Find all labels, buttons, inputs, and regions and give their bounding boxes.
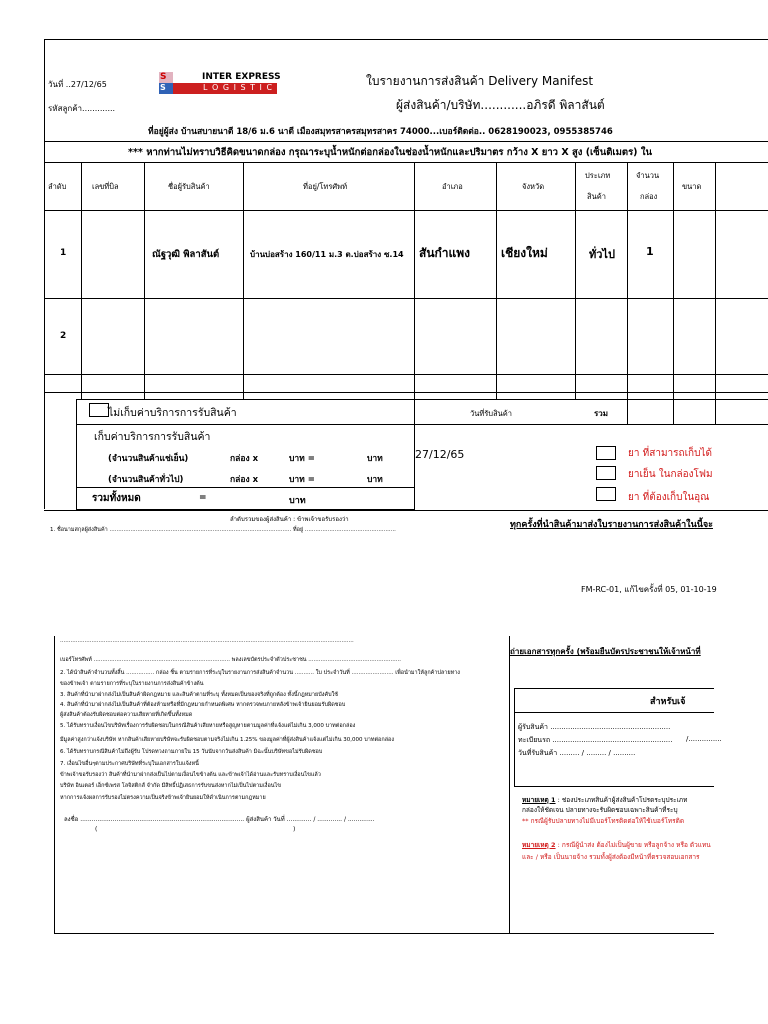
condition-line: มีมูลค่าสูงกว่าแจ้งบริษัท หากสินค้าเสียหายบริษัทจะรับผิดชอบตามจริงไม่เกิน 1.25% ของมูลค่าที่ผู้ส่งสินค้าแจ้งแต่ไม่เกิน 30,000 บาทต่อกล่อง: [60, 737, 395, 743]
page-title: ใบรายงานการส่งสินค้า Delivery Manifest: [366, 74, 594, 88]
condition-line: บริษัท อินเตอร์ เอ็กซ์เพรส โลจิสติกส์ จำกัด มีสิทธิ์ปฏิเสธการรับขนส่งหากไม่เป็นไปตามเงื่อนไข: [60, 783, 282, 789]
photocopy-note: ถ่ายเอกสารทุกครั้ง (พร้อมยืนบัตรประชาชนให้เจ้าหน้าที่: [510, 647, 701, 656]
col-header-qty-2: กล่อง: [640, 192, 658, 201]
box-x-label: กล่อง x: [230, 475, 259, 485]
condition-line: 5. ได้รับทราบเงื่อนไขบริษัทเรื่องการรับผิดชอบในกรณีสินค้าเสียหายหรือสูญหายตามมูลค่าที่แจ้งแต่ไม่เกิน 3,000 บาทต่อกล่อง: [60, 723, 356, 729]
condition-line: 2. ได้นำสินค้าจำนวนทั้งสิ้น ................ กล่อง ชิ้น ตามรายการที่ระบุในรายงานการส่งสินค้าจำนวน ........... ใบ ประจำวันที่ ........................ เพื่อนำมาให้ลูกค้าปลายทาง: [60, 670, 460, 676]
no-fee-checkbox[interactable]: [89, 403, 109, 417]
company-logo: S INTER EXPRESS S L O G I S T I C: [160, 72, 281, 92]
receive-date-field: วันที่รับสินค้า ......... / ......... / ..........: [518, 749, 636, 757]
condition-line: ผู้ส่งสินค้าต้องรับผิดชอบต่อความเสียหายที่เกิดขึ้นทั้งหมด: [60, 712, 193, 718]
col-header-size: ขนาด: [682, 182, 702, 191]
right-dots: /...............: [686, 735, 722, 743]
condition-line: ข้าพเจ้าขอรับรองว่า สินค้าที่นำมาฝากส่งเป็นไปตามเงื่อนไขข้างต้น และข้าพเจ้าได้อ่านและรับทราบเงื่อนไขแล้ว: [60, 772, 321, 778]
note-2: หมายเหตุ 2 : กรณีผู้นำส่ง ต้องไม่เป็นผู้ขาย หรือลูกจ้าง หรือ ตัวแทน: [522, 841, 711, 849]
col-header-qty: จำนวน: [636, 171, 660, 180]
col-header-type: ประเภท: [585, 171, 611, 180]
receiver-field: ผู้รับสินค้า ......................................................: [518, 723, 671, 731]
baht-label: บาท: [367, 475, 383, 485]
col-header-bill: เลขที่บิล: [92, 182, 119, 191]
row-district: สันกำแพง: [419, 246, 471, 260]
note-2-line-2: และ / หรือ เป็นนายจ้าง รวมทั้งผู้ส่งต้องมีหน้าที่ตรวจสอบเอกสาร: [522, 853, 700, 861]
baht-eq-label: บาท =: [289, 454, 315, 464]
sender-line: 1. ชื่อนามสกุลผู้ส่งสินค้า ........................................................................................................ ที่อยู่ ....................................................: [50, 527, 396, 533]
date-label: วันที่ ..27/12/65: [48, 80, 107, 89]
row-name: ณัฐวุฒิ พิลาสันต์: [152, 249, 220, 260]
plate-field: ทะเบียนรถ ......................................................: [518, 736, 673, 744]
baht-eq-label: บาท =: [289, 475, 315, 485]
fee-label: เก็บค่าบริการการรับสินค้า: [94, 431, 211, 443]
sender-address: ที่อยู่ผู้ส่ง บ้านสบายนาตี 18/6 ม.6 นาดี เมืองสมุทรสาครสมุทรสาคร 74000...เบอร์ติดต่อ.. 0628190023, 0955385746: [148, 127, 613, 137]
option-checkbox[interactable]: [596, 466, 616, 480]
condition-line: 6. ได้รับทราบกรณีสินค้าไม่ถึงผู้รับ โปรดทวงถามภายใน 15 วันนับจากวันส่งสินค้า มิฉะนั้นบริษัทขอไม่รับผิดชอบ: [60, 749, 323, 755]
row-no: 1: [60, 248, 67, 258]
cold-goods-label: (จำนวนสินค้าแช่เย็น): [108, 454, 189, 464]
condition-line: หากการแจ้งผลการรับรองไม่ตรงความเป็นจริงข้าพเจ้ายินยอมให้ดำเนินการตามกฎหมาย: [60, 795, 266, 801]
box-x-label: กล่อง x: [230, 454, 259, 464]
condition-line: เบอร์โทรศัพท์ .............................................................................. พลงเลขบัตรประจำตัวประชาชน .....................................................: [60, 657, 401, 663]
row-province: เชียงใหม่: [501, 246, 548, 260]
sender-name: ผู้ส่งสินค้า/บริษัท............อภิรดี พิลาสันต์: [396, 98, 605, 112]
note-1-line-2: กล่องให้ชัดเจน ปลายทางจะรับผิดชอบเฉพาะสินค้าที่ระบุ: [522, 806, 678, 814]
col-header-type-2: สินค้า: [587, 192, 606, 201]
office-use-title: สำหรับเจ้: [650, 697, 686, 707]
paren-close: ): [293, 826, 296, 833]
baht-label: บาท: [367, 454, 383, 464]
total-baht: บาท: [289, 496, 306, 506]
col-header-address: ที่อยู่/โทรศัพท์: [303, 182, 348, 191]
receive-date: 27/12/65: [415, 448, 465, 461]
notice-text: *** หากท่านไม่ทราบวิธีคิดขนาดกล่อง กรุณาระบุน้ำหนักต่อกล่องในช่องน้ำหนักและปริมาตร กว้าง X ยาว X สูง (เซ็นติเมตร) ใน: [128, 147, 652, 158]
col-header-no: ลำดับ: [48, 182, 67, 191]
option-checkbox[interactable]: [596, 446, 616, 460]
form-code: FM-RC-01, แก้ไขครั้งที่ 05, 01-10-19: [581, 585, 717, 594]
row-qty: 1: [646, 245, 654, 258]
condition-line: 4. สินค้าที่นำมาฝากส่งไม่เป็นสินค้าที่ต้องห้ามหรือที่มีกฎหมายกำหนดพิเศษ หากตรวจพบภายหลังข้าพเจ้ายินยอมรับผิดชอบ: [60, 702, 346, 708]
receive-date-label: วันที่รับสินค้า: [470, 409, 513, 418]
condition-line: ของข้าพเจ้า ตามรายการที่ระบุในรายงานการส่งสินค้าข้างต้น: [60, 681, 204, 687]
customer-code: รหัสลูกค้า.............: [48, 104, 116, 113]
right-note: ทุกครั้งที่นำสินค้ามาส่งใบรายงานการส่งสินค้าในนี้จะ: [510, 520, 713, 530]
option-checkbox[interactable]: [596, 487, 616, 501]
option-label: ยา ที่สามารถเก็บได้: [628, 448, 712, 459]
sum-label: รวม: [594, 409, 609, 418]
note-1: หมายเหตุ 1 : ช่องประเภทสินค้าผู้ส่งสินค้าโปรดระบุประเภท: [522, 796, 688, 804]
option-label: ยา ที่ต้องเก็บในอุณ: [628, 492, 710, 503]
dash-line: ........................................................................................................................................................................: [60, 638, 354, 644]
row-no: 2: [60, 331, 67, 341]
condition-line: 7. เงื่อนไขอื่นๆตามประกาศบริษัทที่ระบุในเอกสารใบแจ้งหนี้: [60, 761, 199, 767]
general-goods-label: (จำนวนสินค้าทั่วไป): [108, 475, 184, 485]
row-address: บ้านบ่อสร้าง 160/11 ม.3 ต.บ่อสร้าง ซ.14: [250, 250, 404, 259]
col-header-name: ชื่อผู้รับสินค้า: [168, 182, 210, 191]
total-label: รวมทั้งหมด: [92, 493, 141, 504]
option-label: ยาเย็น ในกล่องโฟม: [628, 469, 713, 480]
col-header-province: จังหวัด: [522, 182, 545, 191]
row-type: ทั่วไป: [589, 248, 615, 261]
col-header-district: อำเภอ: [442, 182, 463, 191]
certification-line: ลำดับรวมของผู้ส่งสินค้า : ข้าพเจ้าขอรับรองว่า: [230, 516, 349, 523]
total-eq: =: [199, 493, 207, 503]
no-fee-label: ไม่เก็บค่าบริการการรับสินค้า: [108, 407, 237, 419]
paren-open: (: [95, 826, 98, 833]
condition-line: 3. สินค้าที่นำมาฝากส่งไม่เป็นสินค้าผิดกฎหมาย และสินค้าตามที่ระบุ ทั้งหมดเป็นของจริงที่ถูกต้อง ทั้งนี้กฎหมายบังคับใช้: [60, 692, 338, 698]
signature-line: ลงชื่อ ...................................................................................... ผู้ส่งสินค้า วันที่ ............. / ............. / ..............: [64, 816, 375, 823]
note-1-line-3: ** กรณีผู้รับปลายทางไม่มีเบอร์โทรติดต่อให้ใช้เบอร์โทรติด: [522, 817, 685, 825]
